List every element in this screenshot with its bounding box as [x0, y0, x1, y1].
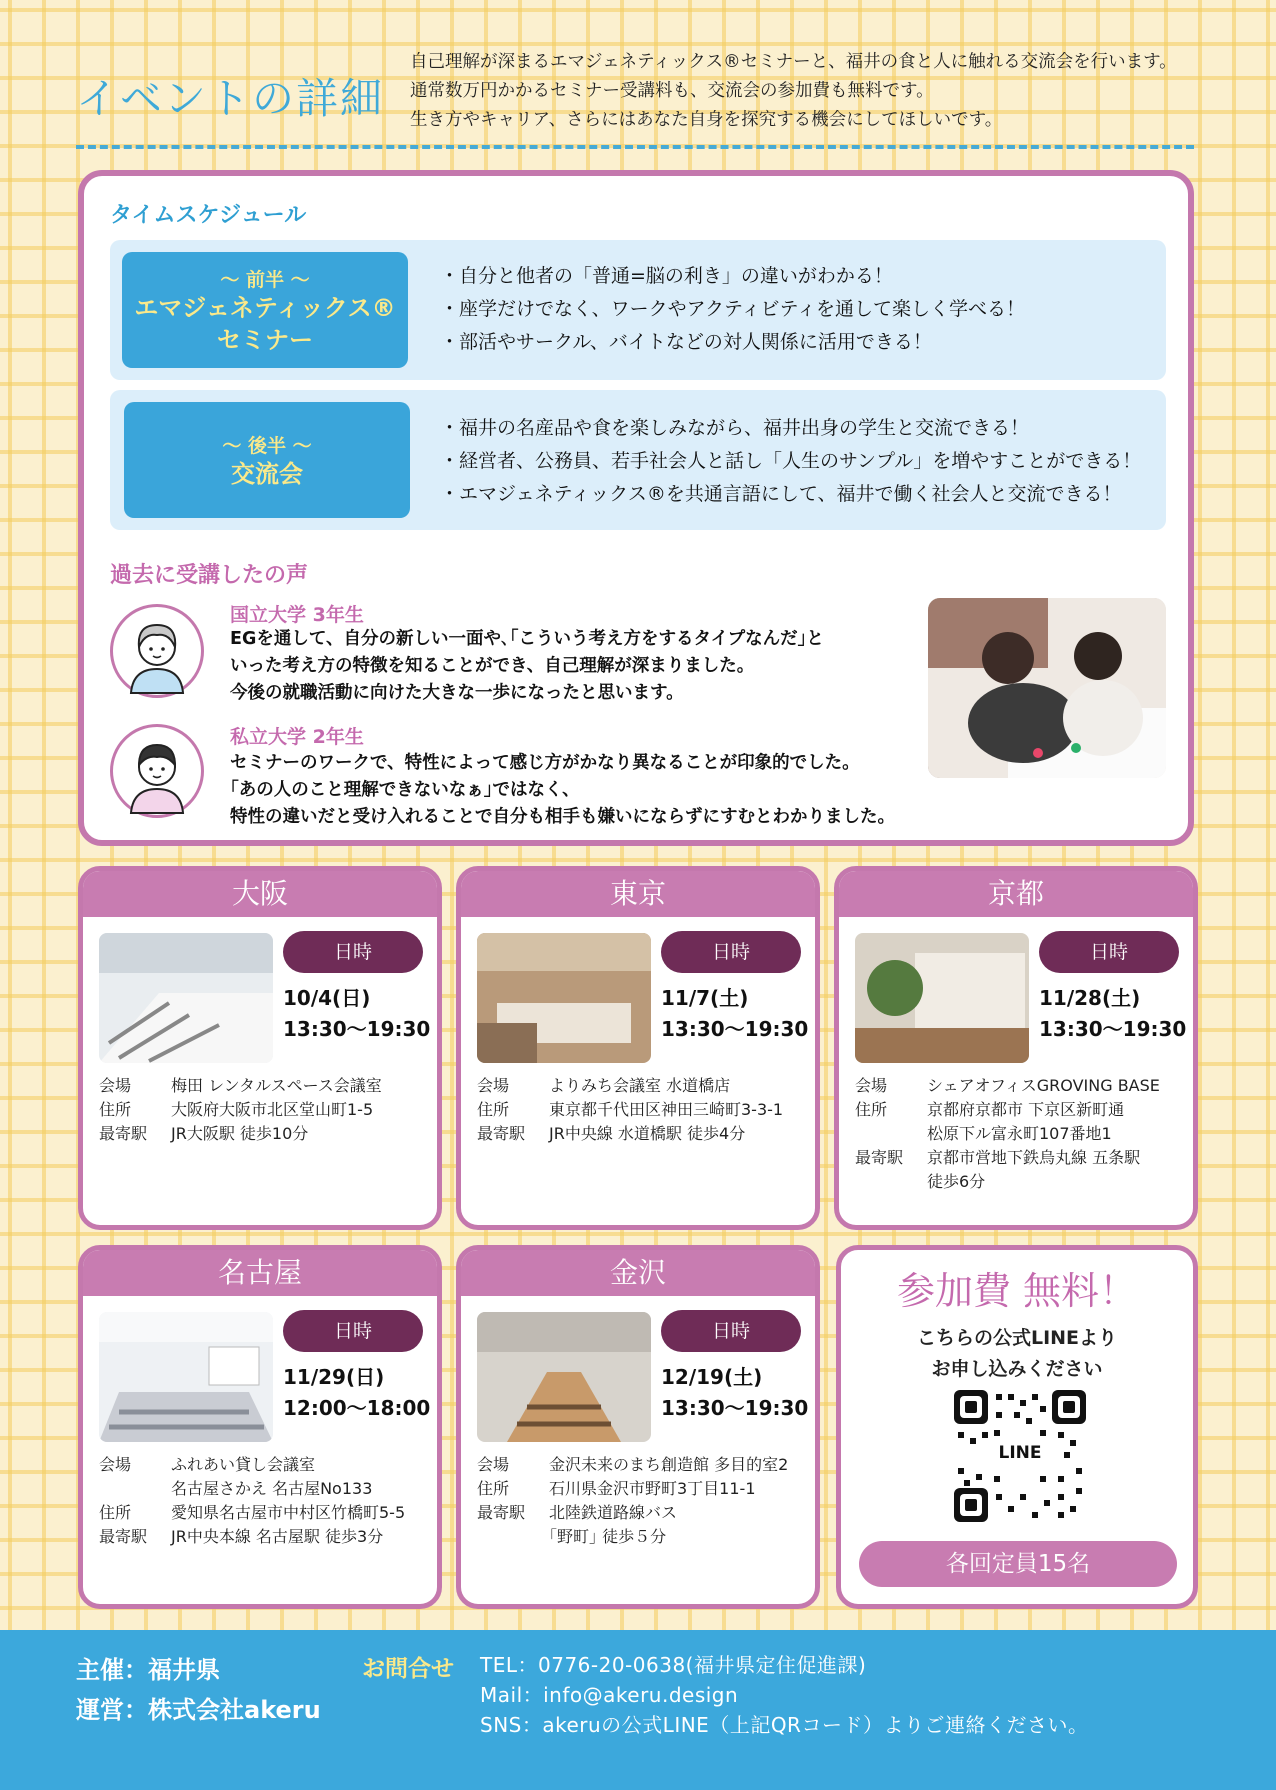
contact-info [480, 1650, 1088, 1740]
female-student-icon [113, 607, 201, 695]
venue-city: 京都 [839, 871, 1193, 917]
date-label: 日時 [283, 1310, 423, 1352]
event-date: 11/7(土) 13:30～19:30 [661, 986, 809, 1041]
contact-tel[interactable]: TEL：0776-20-0638(福井県定住促進課) [480, 1653, 867, 1677]
intro-text: 自己理解が深まるエマジェネティックス®セミナーと、福井の食と人に触れる交流会を行います。 通常数万円かかるセミナー受講料も、交流会の参加費も無料です。 生き方やキャリア、さらにはあなた自身を探究する機会にしてほしいです。 [410, 52, 1177, 130]
event-date: 12/19(土) 13:30～19:30 [661, 1365, 809, 1420]
venue-card-kyoto [834, 866, 1198, 1230]
voice-1-text: EGを通して、自分の新しい一面や､｢こういう考え方をするタイプなんだ｣と いった考え方の特徴を知ることができ、自己理解が深まりました。 今後の就職活動に向けた大きな一歩になったと思います。 [230, 629, 824, 703]
venue-card-nagoya [78, 1245, 442, 1609]
page-title: イベントの詳細 [76, 74, 385, 123]
exchange-tag: ～ 後半 ～ 交流会 [124, 402, 410, 518]
qr-center-label: LINE [998, 1443, 1042, 1463]
venue-photo [99, 933, 273, 1063]
avatar-male [110, 724, 204, 818]
date-label: 日時 [1039, 931, 1179, 973]
event-date: 11/28(土) 13:30～19:30 [1039, 986, 1187, 1041]
venue-info: 会場 梅田 レンタルスペース会議室 住所 大阪府大阪市北区堂山町1-5 最寄駅 JR大阪駅 徒歩10分 [99, 1076, 382, 1143]
schedule-second-half [110, 390, 1166, 530]
avatar-female [110, 604, 204, 698]
voices-title: 過去に受講したの声 [110, 563, 309, 588]
schedule-title: タイムスケジュール [110, 203, 307, 228]
venue-info: 会場 シェアオフィスGROVING BASE 住所 京都府京都市 下京区新町通 松原下ル富永町107番地1 最寄駅 京都市営地下鉄烏丸線 五条駅 徒歩6分 [855, 1076, 1160, 1191]
male-student-icon [113, 727, 201, 815]
venue-info: 会場 金沢未来のまち創造館 多目的室2 住所 石川県金沢市野町3丁目11-1 最寄駅 北陸鉄道路線バス ｢野町｣ 徒歩５分 [477, 1455, 789, 1546]
header-divider [76, 145, 1194, 149]
venue-photo [477, 1312, 651, 1442]
event-date: 11/29(日) 12:00～18:00 [283, 1365, 431, 1420]
fee-instructions: こちらの公式LINEより お申し込みください [916, 1327, 1118, 1380]
venue-card-tokyo [456, 866, 820, 1230]
fee-card [836, 1245, 1198, 1609]
contact-label: お問合せ [362, 1656, 454, 1682]
event-date: 10/4(日) 13:30～19:30 [283, 986, 431, 1041]
date-label: 日時 [661, 931, 801, 973]
date-label: 日時 [283, 931, 423, 973]
line-qr-code[interactable] [954, 1390, 1086, 1522]
voice-2-text: セミナーのワークで、特性によって感じ方がかなり異なることが印象的でした。 ｢あの人のこと理解できないなぁ｣ではなく、 特性の違いだと受け入れることで自分も相手も嫌いにならずにすむとわかりました。 [230, 753, 895, 827]
contact-sns: SNS：akeruの公式LINE（上記QRコード）よりご連絡ください。 [480, 1713, 1089, 1737]
venue-info: 会場 ふれあい貸し会議室 名古屋さかえ 名古屋No133 住所 愛知県名古屋市中村区竹橋町5-5 最寄駅 JR中央本線 名古屋駅 徒歩3分 [99, 1455, 406, 1546]
contact-mail[interactable]: Mail：info@akeru.design [480, 1683, 739, 1707]
venue-card-osaka [78, 866, 442, 1230]
venue-city: 東京 [461, 871, 815, 917]
venue-city: 金沢 [461, 1250, 815, 1296]
date-label: 日時 [661, 1310, 801, 1352]
organizer-info: 主催：福井県 運営：株式会社akeru [76, 1656, 321, 1724]
seminar-tag: ～ 前半 ～ エマジェネティックス® セミナー [122, 252, 408, 368]
capacity-badge: 各回定員15名 [859, 1541, 1177, 1587]
venue-photo [855, 933, 1029, 1063]
voice-2-name: 私立大学 2年生 [230, 726, 364, 748]
venue-photo [99, 1312, 273, 1442]
venue-card-kanazawa [456, 1245, 820, 1609]
seminar-photo [928, 598, 1166, 778]
exchange-points: ・福井の名産品や食を楽しみながら、福井出身の学生と交流できる！ ・経営者、公務員、若手社会人と話し「人生のサンプル」を増やすことができる！ ・エマジェネティックス®を共通言語にして、福井で働く社会人と交流できる！ [440, 417, 1142, 505]
venue-photo [477, 933, 651, 1063]
venue-city: 大阪 [83, 871, 437, 917]
venue-info: 会場 よりみち会議室 水道橋店 住所 東京都千代田区神田三崎町3-3-1 最寄駅 JR中央線 水道橋駅 徒歩4分 [477, 1076, 784, 1143]
seminar-points: ・自分と他者の「普通=脳の利き」の違いがわかる！ ・座学だけでなく、ワークやアクティビティを通して楽しく学べる！ ・部活やサークル、バイトなどの対人関係に活用できる！ [440, 265, 1026, 353]
schedule-first-half [110, 240, 1166, 380]
voice-1-name: 国立大学 3年生 [230, 604, 364, 626]
venue-city: 名古屋 [83, 1250, 437, 1296]
fee-title: 参加費 無料！ [896, 1269, 1138, 1313]
